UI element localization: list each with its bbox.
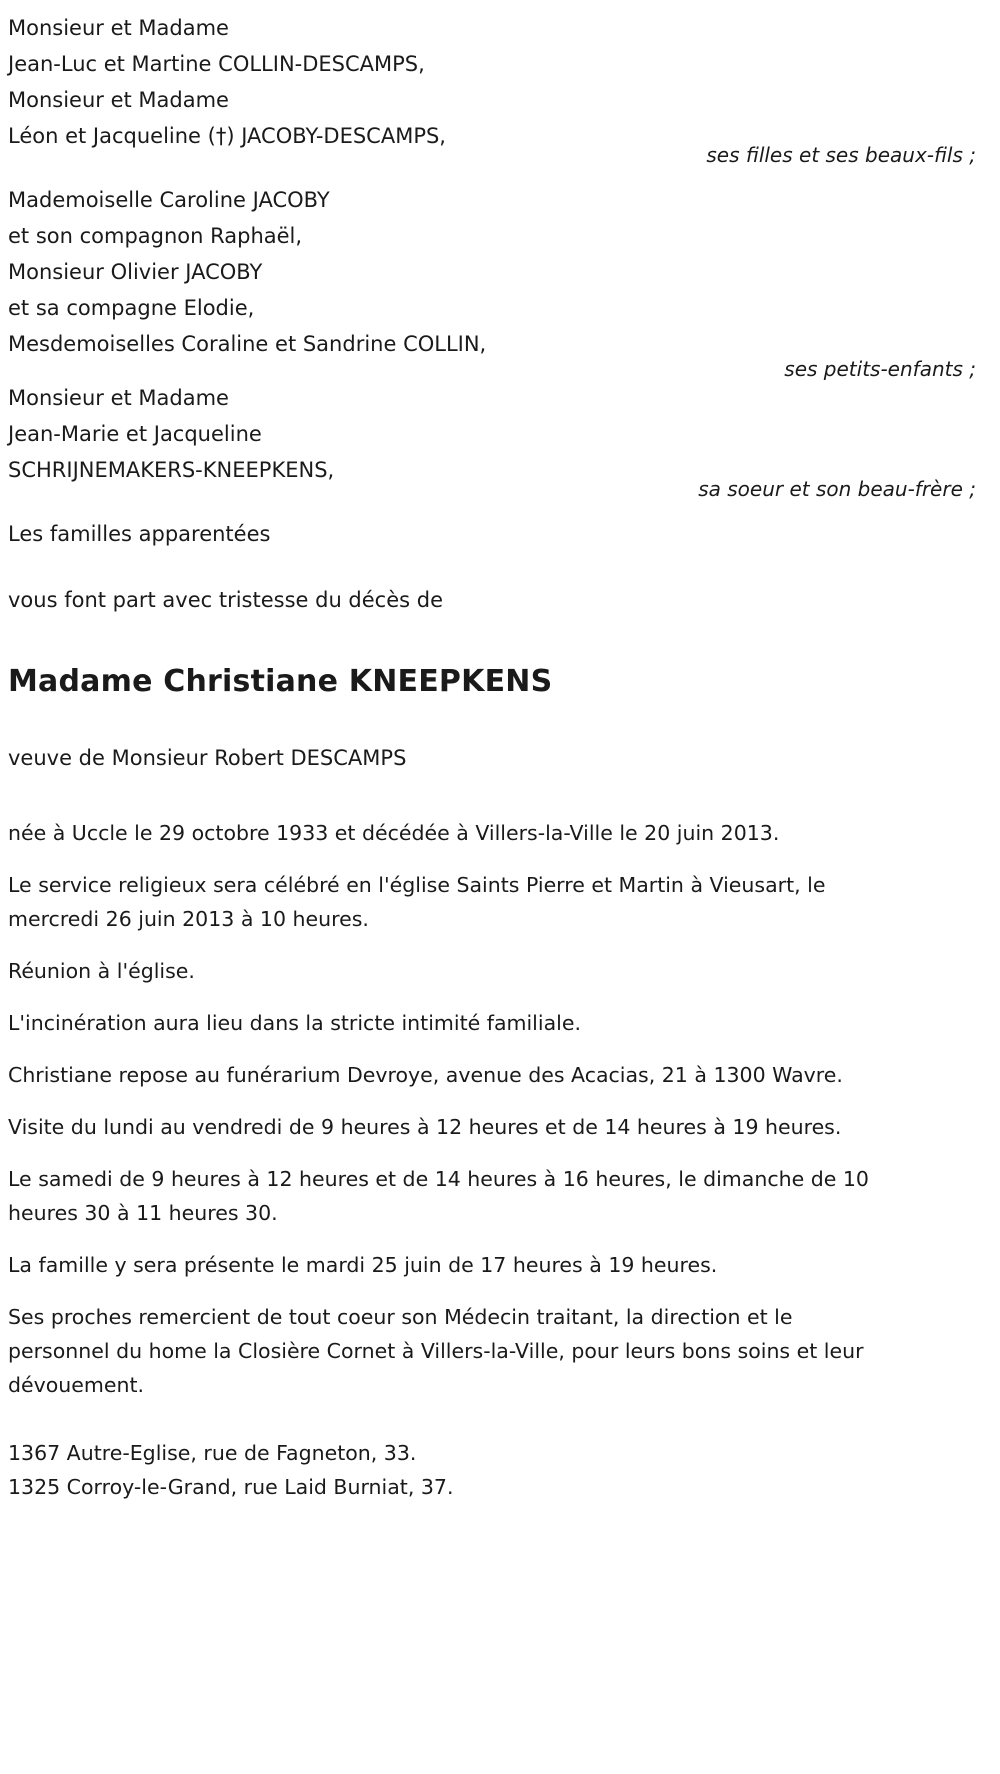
detail-visiting-weekend: Le samedi de 9 heures à 12 heures et de 14 heures à 16 heures, le dimanche de 10 heures 30 à 11 heures 30.	[8, 1167, 869, 1225]
name-line: Mesdemoiselles Coraline et Sandrine COLLIN,	[8, 332, 487, 356]
deceased-name: Madame Christiane KNEEPKENS	[8, 664, 553, 699]
name-line: Mademoiselle Caroline JACOBY	[8, 188, 330, 212]
detail-funeral-home: Christiane repose au funérarium Devroye, avenue des Acacias, 21 à 1300 Wavre.	[8, 1063, 843, 1087]
name-line: Jean-Luc et Martine COLLIN-DESCAMPS,	[8, 52, 425, 76]
detail-service: Le service religieux sera célébré en l'église Saints Pierre et Martin à Vieusart, le mercredi 26 juin 2013 à 10 heures.	[8, 873, 826, 931]
addresses-section	[8, 1436, 976, 1504]
family-group-daughters	[8, 10, 976, 167]
family-group-grandchildren	[8, 182, 976, 381]
name-line: Monsieur et Madame	[8, 16, 229, 40]
name-line: Jean-Marie et Jacqueline	[8, 422, 262, 446]
name-line: Monsieur et Madame	[8, 386, 229, 410]
detail-birth-death: née à Uccle le 29 octobre 1933 et décédée à Villers-la-Ville le 20 juin 2013.	[8, 821, 780, 845]
relation-label-daughters: ses filles et ses beaux-fils ;	[706, 143, 976, 167]
family-group-sister	[8, 380, 976, 501]
relation-label-sister: sa soeur et son beau-frère ;	[698, 477, 976, 501]
family-group-names	[8, 182, 668, 362]
detail-family-presence: La famille y sera présente le mardi 25 juin de 17 heures à 19 heures.	[8, 1253, 718, 1277]
relation-label-grandchildren: ses petits-enfants ;	[784, 357, 976, 381]
related-families-line: Les familles apparentées	[8, 522, 271, 546]
name-line: Monsieur et Madame	[8, 88, 229, 112]
detail-visiting-weekdays: Visite du lundi au vendredi de 9 heures à 12 heures et de 14 heures à 19 heures.	[8, 1115, 842, 1139]
detail-thanks: Ses proches remercient de tout coeur son Médecin traitant, la direction et le personnel du home la Closière Cornet à Villers-la-Ville, pour leurs bons soins et leur dévouement.	[8, 1305, 864, 1397]
name-line: Léon et Jacqueline (†) JACOBY-DESCAMPS,	[8, 124, 446, 148]
family-group-names	[8, 380, 668, 488]
details-section	[8, 816, 976, 1402]
detail-cremation: L'incinération aura lieu dans la stricte intimité familiale.	[8, 1011, 581, 1035]
name-line: et sa compagne Elodie,	[8, 296, 255, 320]
name-line: SCHRIJNEMAKERS-KNEEPKENS,	[8, 458, 335, 482]
name-line: Monsieur Olivier JACOBY	[8, 260, 263, 284]
detail-reunion: Réunion à l'église.	[8, 959, 195, 983]
family-group-names	[8, 10, 668, 154]
announcement-line: vous font part avec tristesse du décès de	[8, 588, 444, 612]
family-listing	[8, 10, 976, 552]
address-line: 1367 Autre-Eglise, rue de Fagneton, 33.	[8, 1441, 417, 1465]
name-line: et son compagnon Raphaël,	[8, 224, 303, 248]
address-line: 1325 Corroy-le-Grand, rue Laid Burniat, 37.	[8, 1475, 454, 1499]
spouse-line: veuve de Monsieur Robert DESCAMPS	[8, 746, 407, 770]
